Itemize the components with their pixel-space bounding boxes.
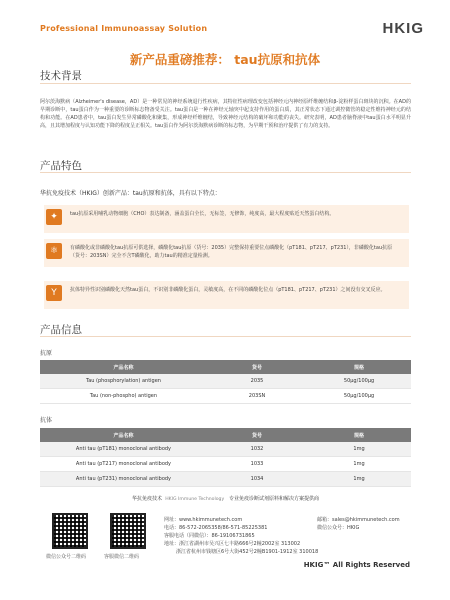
table-row — [40, 442, 411, 457]
qr-caption: 微信公众号二维码 — [46, 554, 87, 560]
table-row — [40, 457, 411, 472]
features-section-title: 产品特色 — [40, 160, 82, 172]
column-header: 规格 — [307, 428, 411, 442]
tagline: Professional Immunoassay Solution — [40, 24, 208, 33]
contact-info — [164, 516, 412, 556]
company-slogan: 专业免疫诊断试剂原料和解决方案提供商 — [228, 496, 319, 502]
footer-company-line — [40, 495, 411, 502]
email: 邮箱：sales@hkimmunetech.com — [317, 517, 400, 523]
divider — [40, 83, 411, 84]
table-row — [40, 374, 411, 389]
page-title: 新产品重磅推荐： tau抗原和抗体 — [129, 52, 321, 67]
antibody-label: 抗体 — [40, 417, 53, 424]
service-phone: 客服电话（同微信）：86-19106731865 — [164, 533, 255, 539]
website: 网址：www.hkimmunetech.com — [164, 517, 243, 523]
company-cn: 华抗免疫技术 — [132, 496, 163, 502]
divider — [40, 172, 411, 173]
table-cell: 1033 — [207, 457, 307, 472]
copyright: HKIG™ All Rights Reserved — [303, 561, 410, 569]
qr-code — [110, 513, 146, 549]
antigen-label: 抗原 — [40, 350, 53, 357]
feature-card — [44, 239, 409, 267]
company-en: HKIG Immune Technology — [165, 497, 225, 502]
address-1: 地址：浙江省湖州市吴兴区七丰路666号2幢2002室 313002 — [164, 541, 301, 547]
molecule-icon: ⚛ — [46, 243, 62, 259]
table-row — [40, 472, 411, 487]
column-header: 规格 — [307, 360, 411, 374]
table-cell: 1032 — [207, 442, 307, 457]
feature-card — [44, 281, 409, 309]
product-section-title: 产品信息 — [40, 324, 82, 336]
feature-text: 有磷酸化或非磷酸化tau抗原可供选择，磷酸化tau抗原（货号：2035）完整保持重要位点磷酸化（pT181、pT217、pT231），非磷酸化tau抗原（货号：203SN）完全不含T磷酸化，助力tau的精准定量检测。 — [70, 245, 393, 259]
wechat-account: 微信公众号：HKIG — [317, 525, 360, 531]
tech-section-title: 技术背景 — [40, 70, 82, 82]
table-header-row — [40, 428, 411, 442]
antibody-table — [40, 428, 411, 487]
antigen-table — [40, 360, 411, 404]
antibody-icon: Y — [46, 285, 62, 301]
feature-text: tau抗原采用哺乳动物细胞（CHO）表达制备，涵盖蛋白全长，无标签，无修饰，纯度高，最大程度贴近天然蛋白结构。 — [70, 211, 335, 217]
feature-card — [44, 205, 409, 233]
column-header: 产品名称 — [40, 428, 207, 442]
table-cell: 50μg/100μg — [307, 389, 411, 404]
table-header-row — [40, 360, 411, 374]
table-cell: 2035 — [207, 374, 307, 389]
column-header: 货号 — [207, 360, 307, 374]
brand-logo — [383, 20, 425, 37]
table-cell: Anti tau (pT181) monoclonal antibody — [40, 442, 207, 457]
table-cell: 1mg — [307, 442, 411, 457]
qr-caption: 客服微信二维码 — [104, 554, 140, 560]
features-intro: 华抗免疫技术（HKIG）创新产品：tau抗原和抗体，具有以下特点： — [40, 190, 221, 197]
table-cell: Tau (non-phospho) antigen — [40, 389, 207, 404]
feature-text: 抗体特异性识别磷酸化天然tau蛋白，不识别非磷酸化蛋白，灵敏度高，在不同的磷酸化位点（pT181、pT217、pT231）之间没有交叉反应。 — [70, 287, 386, 293]
qr-code — [52, 513, 88, 549]
protein-icon: ✦ — [46, 209, 62, 225]
table-cell: 1mg — [307, 457, 411, 472]
phone: 电话：86-572-2065358/86-571-85225381 — [164, 525, 268, 531]
tech-paragraph: 阿尔茨海默病（Alzheimer's disease，AD）是一种常见的神经系统退行性疾病，其特征性病理改变包括神经元内神经原纤维缠结和β-淀粉样蛋白斑块的沉积。在AD的早期诊断中，tau蛋白作为一种重要的诊断标志物备受关注。tau蛋白是一种在神经元轴突中起支持作用的蛋白质，其正常状态下通过调控微管的稳定性维持神经元的结构和功能。在AD患者中，tau蛋白发生异常磷酸化和聚集，形成神经纤维缠结，导致神经元结构的破坏和功能的丧失。研究表明，AD患者脑脊液中tau蛋白水平明显升高，且其增加程度与认知功能下降的程度呈正相关。tau蛋白作为阿尔茨海默病诊断的标志物，为早期干预和治疗提供了有力的支持。 — [40, 99, 411, 129]
table-cell: Tau (phosphorylation) antigen — [40, 374, 207, 389]
table-row — [40, 389, 411, 404]
table-cell: Anti tau (pT217) monoclonal antibody — [40, 457, 207, 472]
address-2: 浙江省杭州市钱塘区6号大街452号2幢B1901-1912室 310018 — [176, 549, 319, 555]
column-header: 产品名称 — [40, 360, 207, 374]
brand-name: HKIG — [382, 20, 424, 37]
table-cell: 1mg — [307, 472, 411, 487]
table-cell: 1034 — [207, 472, 307, 487]
column-header: 货号 — [207, 428, 307, 442]
table-cell: Anti tau (pT231) monoclonal antibody — [40, 472, 207, 487]
table-cell: 203SN — [207, 389, 307, 404]
table-cell: 50μg/100μg — [307, 374, 411, 389]
divider — [40, 336, 411, 337]
